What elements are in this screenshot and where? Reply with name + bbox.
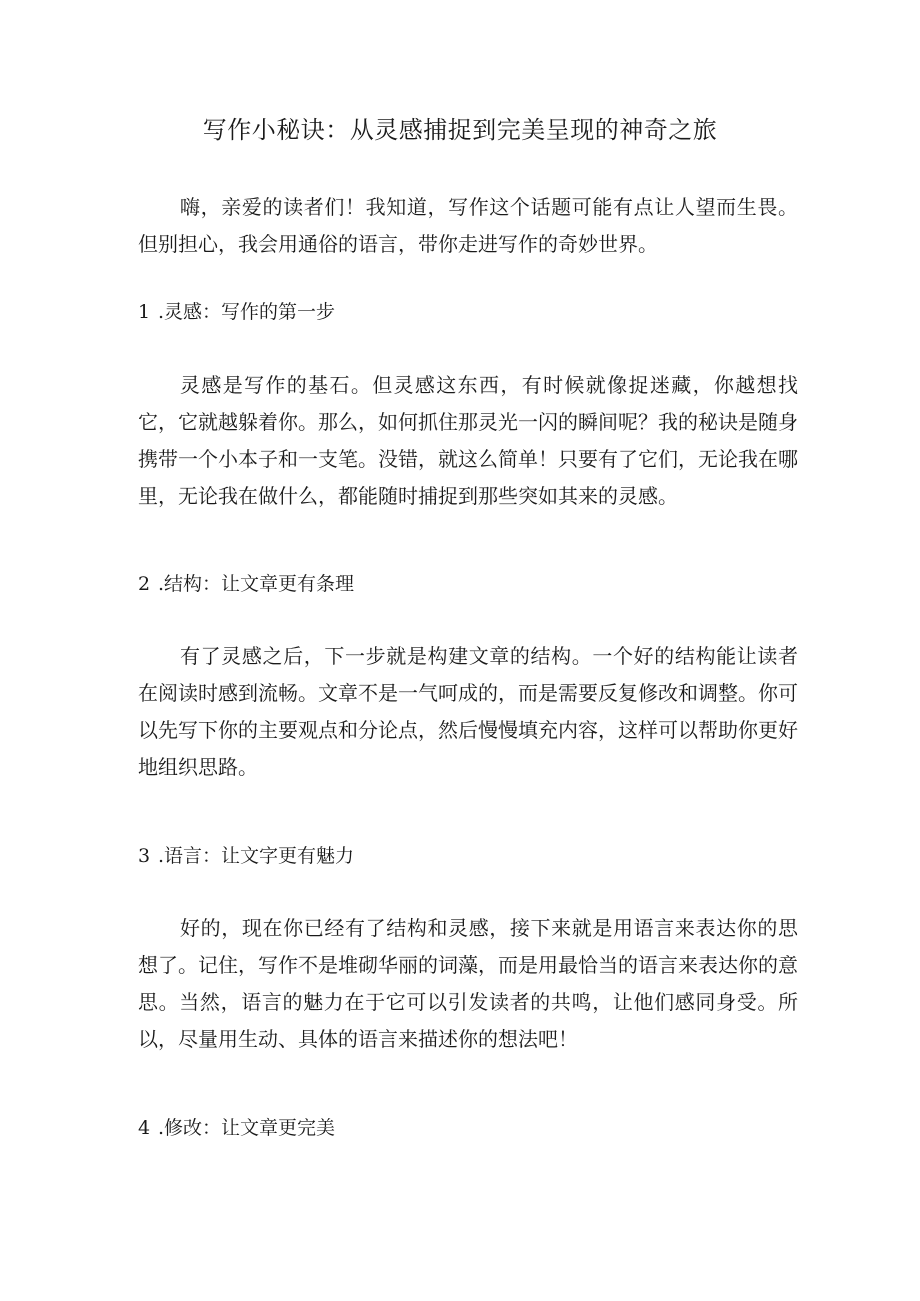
section-body-3: 好的，现在你已经有了结构和灵感，接下来就是用语言来表达你的思想了。记住，写作不是堆砌华丽的词藻，而是用最恰当的语言来表达你的意思。当然，语言的魅力在于它可以引发读者的共鸣，让他们感同身受。所以，尽量用生动、具体的语言来描述你的想法吧！ — [138, 916, 798, 1051]
section-heading-2 — [138, 569, 354, 599]
section-number: 3 — [138, 845, 151, 867]
section-body-1: 灵感是写作的基石。但灵感这东西，有时候就像捉迷藏，你越想找它，它就越躲着你。那么，如何抓住那灵光一闪的瞬间呢？我的秘诀是随身携带一个小本子和一支笔。没错，就这么简单！只要有了它们，无论我在哪里，无论我在做什么，都能随时捕捉到那些突如其来的灵感。 — [138, 373, 798, 508]
section-heading-text: .语言：让文字更有魅力 — [158, 845, 355, 867]
section-heading-3 — [138, 841, 354, 871]
section-heading-text: .结构：让文章更有条理 — [158, 573, 355, 595]
section-heading-1 — [138, 297, 335, 327]
section-heading-4 — [138, 1113, 335, 1143]
intro-paragraph: 嗨，亲爱的读者们！我知道，写作这个话题可能有点让人望而生畏。但别担心，我会用通俗的语言，带你走进写作的奇妙世界。 — [138, 195, 798, 256]
section-body-2: 有了灵感之后，下一步就是构建文章的结构。一个好的结构能让读者在阅读时感到流畅。文章不是一气呵成的，而是需要反复修改和调整。你可以先写下你的主要观点和分论点，然后慢慢填充内容，这样可以帮助你更好地组织思路。 — [138, 644, 798, 779]
section-number: 4 — [138, 1117, 151, 1139]
section-heading-text: .修改：让文章更完美 — [158, 1117, 336, 1139]
section-heading-text: .灵感：写作的第一步 — [158, 301, 336, 323]
section-number: 2 — [138, 573, 151, 595]
document-title: 写作小秘诀：从灵感捕捉到完美呈现的神奇之旅 — [202, 116, 718, 144]
section-number: 1 — [138, 301, 151, 323]
